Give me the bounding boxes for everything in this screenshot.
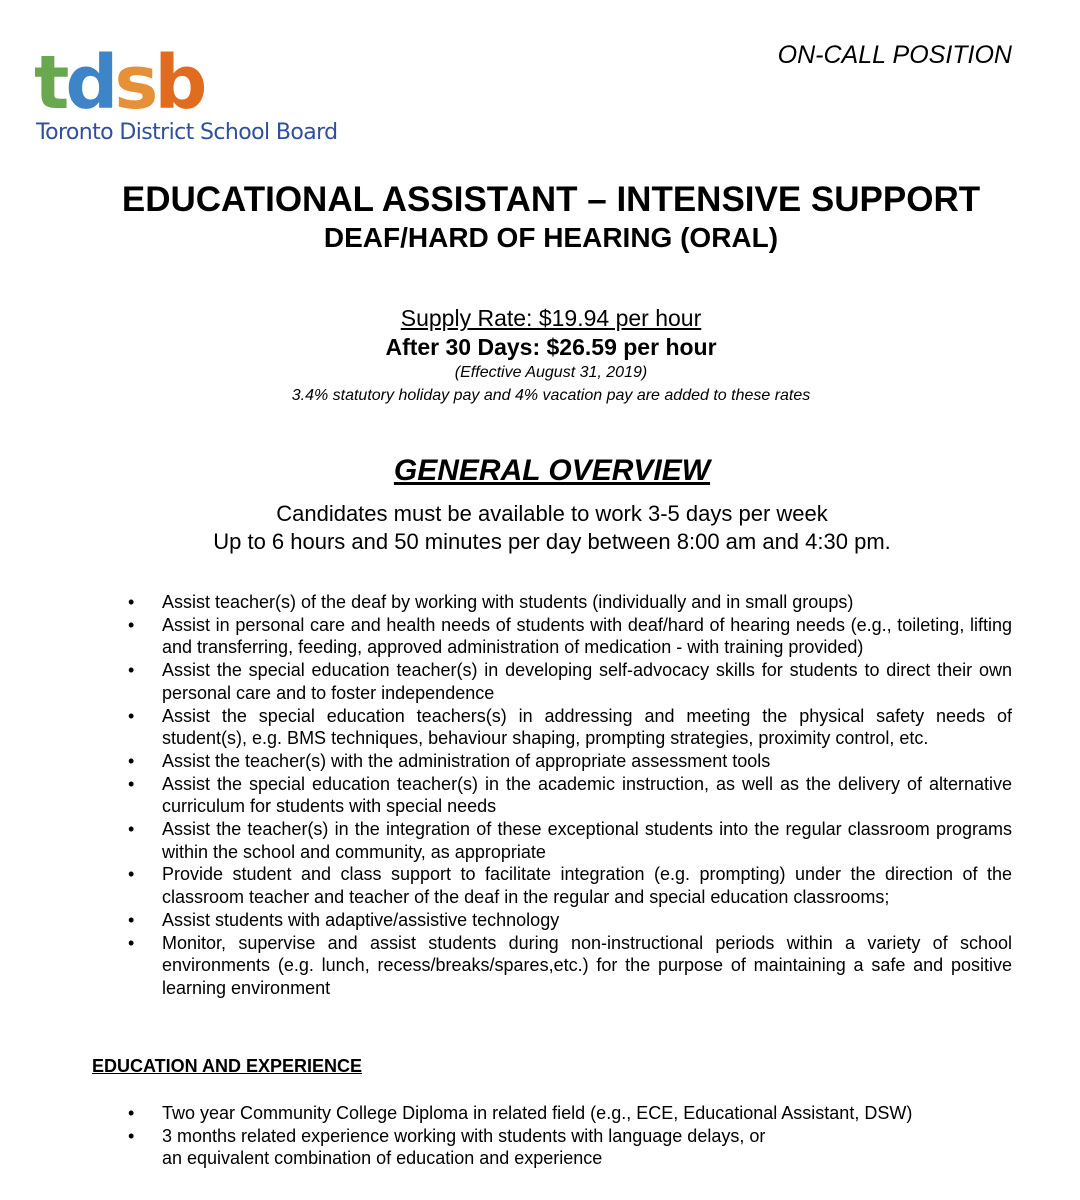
list-item — [0, 614, 1080, 659]
duty-text: Assist teacher(s) of the deaf by working with students (individually and in small groups) — [162, 592, 854, 612]
duty-text: Assist in personal care and health needs of students with deaf/hard of hearing needs (e.g., toileting, lifting and transferring, feeding, approved administration of medication - with training provided) — [162, 614, 1012, 658]
logo-org-name: Toronto District School Board — [36, 120, 338, 145]
bullet-icon: • — [128, 909, 135, 930]
holiday-pay-note: 3.4% statutory holiday pay and 4% vacation pay are added to these rates — [291, 387, 811, 404]
bullet-icon: • — [128, 932, 135, 953]
general-overview-heading: GENERAL OVERVIEW — [393, 454, 711, 487]
list-item — [0, 818, 1080, 863]
bullet-icon: • — [128, 1103, 135, 1123]
logo-letter-s: s — [114, 40, 155, 126]
job-title: EDUCATIONAL ASSISTANT – INTENSIVE SUPPORT — [121, 180, 981, 219]
logo-letter-t: t — [34, 40, 66, 126]
bullet-icon: • — [128, 773, 135, 794]
list-item — [0, 750, 1080, 773]
effective-date: (Effective August 31, 2019) — [454, 364, 648, 381]
duties-list — [0, 591, 1080, 1000]
education-experience-heading: EDUCATION AND EXPERIENCE — [92, 1056, 363, 1076]
bullet-icon: • — [128, 750, 135, 771]
requirement-text: 3 months related experience working with students with language delays, or an equivalent combination of education and experience — [162, 1125, 766, 1169]
list-item — [0, 863, 1080, 908]
list-item — [0, 773, 1080, 818]
duty-text: Provide student and class support to facilitate integration (e.g. prompting) under the direction of the classroom teacher and teacher of the deaf in the regular and special education classrooms; — [162, 864, 1012, 908]
supply-rate: Supply Rate: $19.94 per hour — [400, 305, 702, 331]
requirement-text: Two year Community College Diploma in related field (e.g., ECE, Educational Assistant, DSW) — [162, 1103, 913, 1123]
duty-text: Assist the special education teacher(s) in the academic instruction, as well as the delivery of alternative curriculum for students with special needs — [162, 773, 1012, 817]
logo-letter-b: b — [154, 40, 204, 126]
bullet-icon: • — [128, 660, 135, 681]
duty-text: Assist the teacher(s) with the administration of appropriate assessment tools — [162, 750, 771, 771]
logo-letter-d: d — [65, 40, 115, 126]
list-item — [0, 659, 1080, 704]
tdsb-logo — [34, 40, 354, 150]
duty-text: Monitor, supervise and assist students during non-instructional periods within a variety of school environments (e.g. lunch, recess/breaks/spares,etc.) for the purpose of maintaining a safe and positive learning environment — [162, 932, 1012, 998]
bullet-icon: • — [128, 864, 135, 885]
job-title-block — [0, 180, 1080, 256]
availability-summary — [0, 500, 1080, 556]
education-list — [0, 1102, 1080, 1170]
job-subtitle: DEAF/HARD OF HEARING (ORAL) — [323, 222, 779, 253]
bullet-icon: • — [128, 705, 135, 726]
duty-text: Assist students with adaptive/assistive technology — [162, 909, 560, 930]
duty-text: Assist the teacher(s) in the integration of these exceptional students into the regular classroom programs within the school and community, as appropriate — [162, 819, 1012, 862]
pay-rates — [0, 304, 1080, 408]
duty-text: Assist the special education teacher(s) in developing self-advocacy skills for students to direct their own personal care and to foster independence — [162, 660, 1012, 703]
list-item — [0, 1125, 1080, 1170]
list-item — [0, 932, 1080, 1000]
list-item — [0, 591, 1080, 614]
bullet-icon: • — [128, 1125, 135, 1146]
after-30-days-rate: After 30 Days: $26.59 per hour — [385, 334, 717, 360]
availability-hours: Up to 6 hours and 50 minutes per day between 8:00 am and 4:30 pm. — [213, 529, 891, 554]
list-item — [0, 1102, 1080, 1125]
logo-wordmark — [34, 40, 204, 126]
position-type-label: ON-CALL POSITION — [777, 41, 1012, 69]
list-item — [0, 909, 1080, 932]
bullet-icon: • — [128, 614, 135, 635]
duty-text: Assist the special education teachers(s) in addressing and meeting the physical safety needs of student(s), e.g. BMS techniques, behaviour shaping, prompting strategies, proximity control, etc. — [162, 705, 1012, 749]
availability-days: Candidates must be available to work 3-5 days per week — [276, 501, 828, 526]
list-item — [0, 705, 1080, 750]
bullet-icon: • — [128, 592, 135, 612]
bullet-icon: • — [128, 819, 135, 840]
